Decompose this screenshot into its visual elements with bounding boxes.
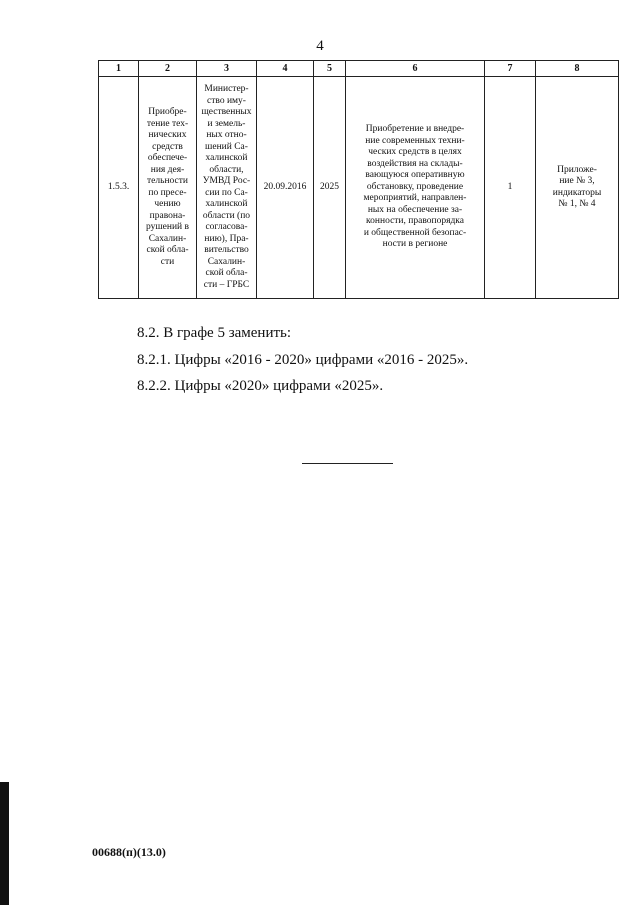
paragraph-8-2-2: 8.2.2. Цифры «2020» цифрами «2025».: [137, 378, 384, 394]
end-divider-line: [302, 463, 393, 464]
cell-quantity: 1: [485, 77, 536, 299]
cell-indicators: Приложе- ние № 3, индикаторы № 1, № 4: [536, 77, 619, 299]
scan-margin-mark: [0, 782, 9, 905]
column-header-2: 2: [139, 61, 197, 77]
table-header-row: [99, 61, 619, 77]
document-code: 00688(п)(13.0): [92, 845, 166, 859]
table-row: [99, 77, 619, 299]
cell-item-number: 1.5.3.: [99, 77, 139, 299]
paragraph-8-2: 8.2. В графе 5 заменить:: [137, 325, 292, 341]
column-header-3: 3: [197, 61, 257, 77]
column-header-1: 1: [99, 61, 139, 77]
cell-end-year: 2025: [314, 77, 346, 299]
cell-expected-result: Приобретение и внедре- ние современных техни- ческих средств в целях воздействия на склады- вающуюся оперативную обстановку, проведение мероприятий, направлен- ных на обеспечение за- конности, правопорядка и общественной безопас- ности в регионе: [346, 77, 485, 299]
page-number: 4: [316, 38, 324, 54]
program-table: [98, 60, 619, 299]
column-header-7: 7: [485, 61, 536, 77]
column-header-8: 8: [536, 61, 619, 77]
column-header-6: 6: [346, 61, 485, 77]
cell-start-date: 20.09.2016: [257, 77, 314, 299]
cell-responsible: Министер- ство иму- щественных и земель- ных отно- шений Са- халинской области, УМВД Рос- сии по Са- халинской области (по согласова- нию), Пра- вительство Сахалин- ской обла- сти – ГРБС: [197, 77, 257, 299]
column-header-4: 4: [257, 61, 314, 77]
column-header-5: 5: [314, 61, 346, 77]
paragraph-8-2-1: 8.2.1. Цифры «2016 - 2020» цифрами «2016 - 2025».: [137, 352, 469, 368]
cell-measure-name: Приобре- тение тех- нических средств обеспече- ния дея- тельности по пресе- чению правона- рушений в Сахалин- ской обла- сти: [139, 77, 197, 299]
